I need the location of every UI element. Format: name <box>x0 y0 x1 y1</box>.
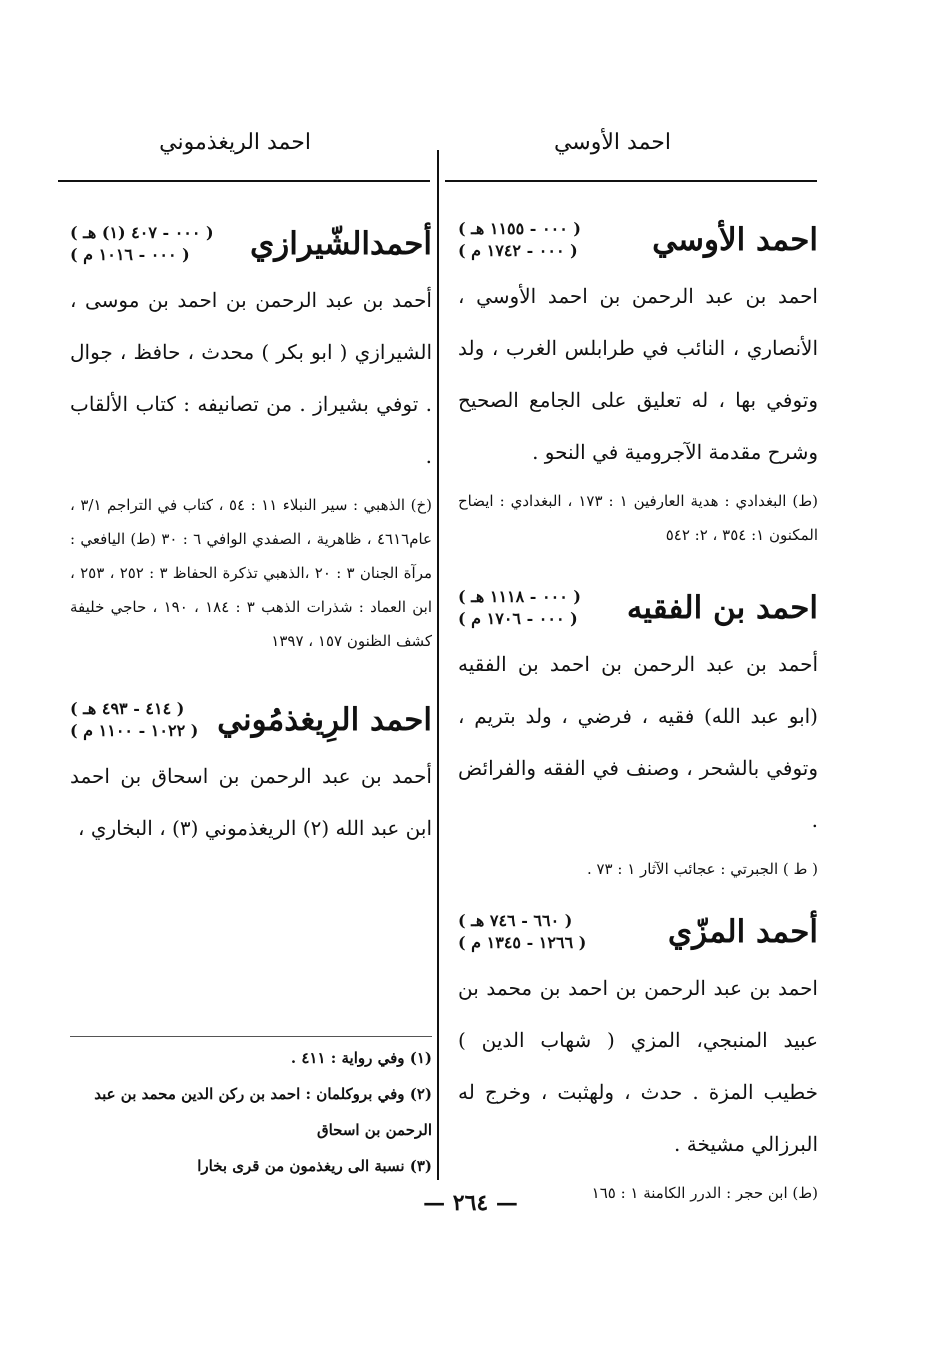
dates-miladi: ( ١٢٦٦ - ١٣٤٥ م ) <box>458 933 587 952</box>
dates-hijri: ( ٠٠٠ - ٤٠٧ (١) هـ ) <box>70 223 214 242</box>
entry-references: (ط) ابن حجر : الدرر الكامنة ١ : ١٦٥ <box>591 1184 818 1202</box>
entry-references: ( ط ) الجبرتي : عجائب الآثار ١ : ٧٣ . <box>586 860 818 878</box>
entry-dates <box>70 698 198 742</box>
entry-body: أحمد بن عبد الرحمن بن اسحاق بن احمد ابن عبد الله (٢) الريغذموني (٣) ، البخاري ، <box>70 764 432 840</box>
running-header-right: احمد الأوسي <box>553 130 671 155</box>
left-column <box>70 222 432 854</box>
entry-ibn-al-faqih <box>458 586 818 886</box>
entry-name: أحمد المزّي <box>667 914 818 950</box>
entry-dates <box>458 586 581 630</box>
entry-references: (خ) الذهبي : سير النبلاء ١١ : ٥٤ ، كتاب في التراجم ٣/١ ، عام٤٦١٦ ، ظاهرية ، الصفدي الوافي ٦ : ٣٠ (ط) اليافعي : مرآة الجنان ٣ : ٢٠ ،الذهبي تذكرة الحفاظ ٣ : ٢٥٢ ، ٢٥٣ ، ابن العماد : شذرات الذهب ٣ : ١٨٤ ، ١٩٠ ، حاجي خليفة كشف الظنون ١٥٧ ، ١٣٩٧ <box>70 496 433 650</box>
dates-miladi: ( ٠٠٠ - ١٧٤٢ م ) <box>458 241 578 260</box>
entry-heading <box>458 586 818 630</box>
column-divider <box>437 150 439 1180</box>
entry-name: احمد الأوسي <box>652 222 818 258</box>
footnote-1: (١) وفي رواية : ٤١١ . <box>290 1049 432 1067</box>
entry-body: أحمد بن عبد الرحمن بن احمد بن موسى ، الشيرازي ( ابو بكر ) محدث ، حافظ ، جوال . توفي بشيراز . من تصانيفه : كتاب الألقاب . <box>70 288 432 468</box>
dates-hijri: ( ٠٠٠ - ١١٥٥ هـ ) <box>458 219 581 238</box>
header-rule-right <box>445 180 817 182</box>
entry-body: احمد بن عبد الرحمن بن احمد بن محمد بن عبيد المنبجي، المزي ( شهاب الدين ) خطيب المزة . حدث ، ولهثبت ، وخرج له البرزالي مشيخة . <box>458 976 818 1156</box>
dates-hijri: ( ٦٦٠ - ٧٤٦ هـ ) <box>458 911 573 930</box>
entry-dates <box>458 910 586 954</box>
entry-dates <box>458 218 581 262</box>
footnote-3: (٣) نسبة الى ريغذمون من قرى بخارا <box>197 1157 432 1175</box>
dates-hijri: ( ٤١٤ - ٤٩٣ هـ ) <box>70 699 185 718</box>
entry-body: أحمد بن عبد الرحمن بن احمد بن الفقيه (ابو عبد الله) فقيه ، فرضي ، ولد بتريم ، وتوفي بالشحر ، وصنف في الفقه والفرائض . <box>458 652 818 832</box>
page-number: — ٢٦٤ — <box>423 1190 518 1216</box>
entry-name: احمد الرِيغذمُوني <box>217 702 432 738</box>
dates-miladi: ( ٠٠٠ - ١٧٠٦ م ) <box>458 609 578 628</box>
entry-al-awsi <box>458 218 818 552</box>
footnote-2: (٢) وفي بروكلمان : احمد بن ركن الدين محمد بن عبد الرحمن بن اسحاق <box>94 1085 432 1139</box>
header-rule-left <box>58 180 430 182</box>
entry-references: (ط) البغدادي : هدية العارفين ١ : ١٧٣ ، البغدادي : ايضاح المكنون ١: ٣٥٤ ، ٢: ٥٤٢ <box>458 492 818 544</box>
entry-dates <box>70 222 214 266</box>
dates-hijri: ( ٠٠٠ - ١١١٨ هـ ) <box>458 587 581 606</box>
footnotes <box>70 1040 432 1184</box>
entry-heading <box>458 910 818 954</box>
entry-al-righadhmuni <box>70 698 432 854</box>
entry-heading <box>70 698 432 742</box>
entry-name: احمد بن الفقيه <box>626 590 818 626</box>
entry-name: أحمدالشّيرازي <box>250 226 432 262</box>
right-column <box>458 218 818 1210</box>
entry-al-shirazi <box>70 222 432 658</box>
entry-body: احمد بن عبد الرحمن بن احمد الأوسي ، الأنصاري ، النائب في طرابلس الغرب ، ولد وتوفي بها ، له تعليق على الجامع الصحيح وشرح مقدمة الآجرومية في النحو . <box>458 284 818 464</box>
entry-al-mizzi <box>458 910 818 1210</box>
entry-heading <box>70 222 432 266</box>
entry-heading <box>458 218 818 262</box>
dates-miladi: ( ١٠٢٢ - ١١٠٠ م ) <box>70 721 199 740</box>
running-header-left: احمد الريغذموني <box>159 130 311 155</box>
dates-miladi: ( ٠٠٠ - ١٠١٦ م ) <box>70 245 190 264</box>
footnote-rule <box>70 1036 432 1037</box>
